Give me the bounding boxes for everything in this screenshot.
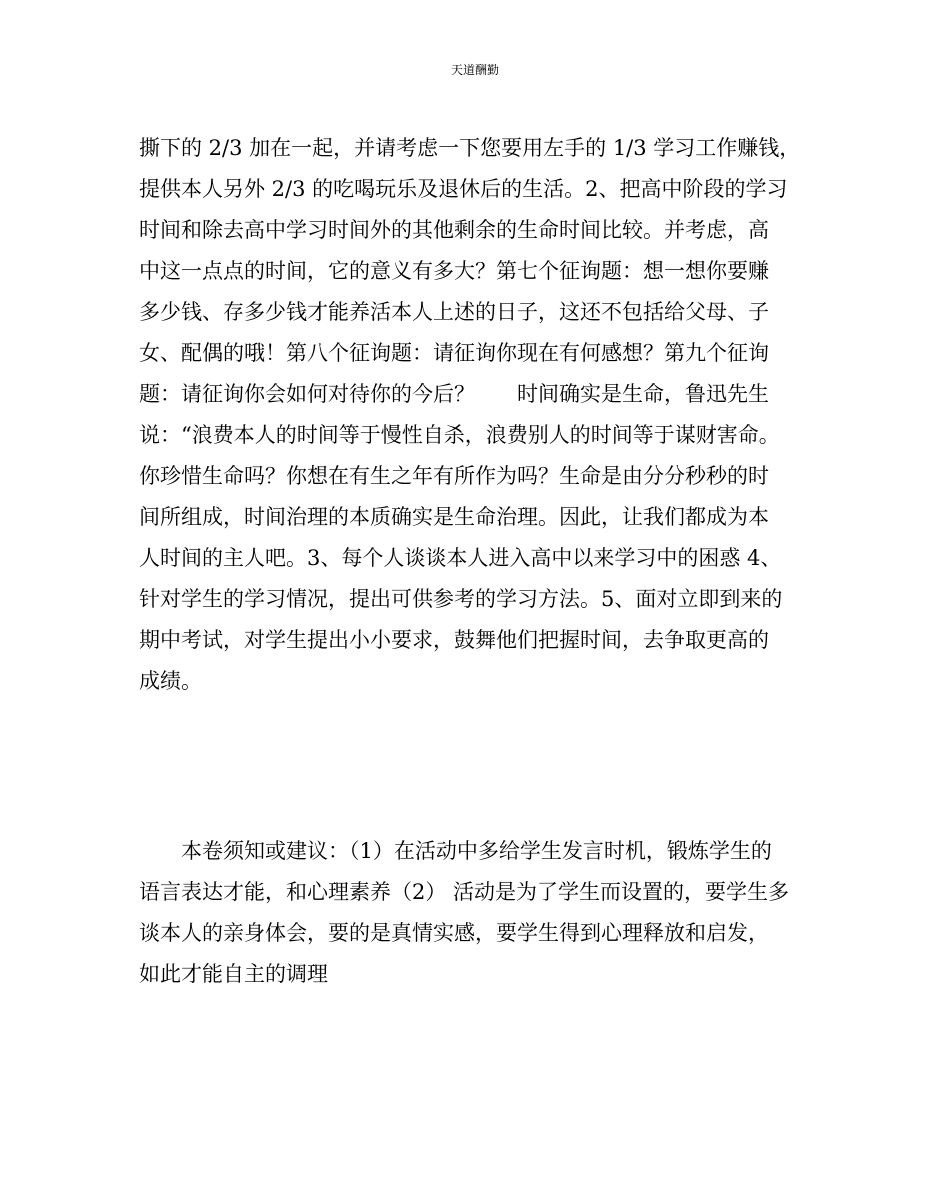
text-line: 提供本人另外 2/3 的吃喝玩乐及退休后的生活。2、把高中阶段的学习 — [139, 177, 788, 201]
text-line: 女、配偶的哦！第八个征询题：请征询你现在有何感想？第九个征询 — [139, 341, 769, 365]
text-line: 针对学生的学习情况，提出可供参考的学习方法。5、面对立即到来的 — [139, 587, 783, 611]
paragraph-2 — [139, 831, 819, 995]
text-line: 时间和除去高中学习时间外的其他剩余的生命时间比较。并考虑，高 — [139, 218, 769, 242]
text-line: 谈本人的亲身体会，要的是真情实感，要学生得到心理释放和启发， — [139, 921, 769, 945]
text-line: 语言表达才能，和心理素养（2） 活动是为了学生而设置的，要学生多 — [139, 880, 790, 904]
text-line: 你珍惜生命吗？你想在有生之年有所作为吗？生命是由分分秒秒的时 — [139, 464, 769, 488]
text-line: 成绩。 — [139, 669, 202, 693]
page-header: 天道酬勤 — [450, 63, 499, 77]
text-line: 本卷须知或建议：（1）在活动中多给学生发言时机，锻炼学生的 — [139, 839, 772, 863]
text-line: 题：请征询你会如何对待你的今后？ 时间确实是生命，鲁迅先生 — [139, 382, 769, 406]
text-line: 间所组成，时间治理的本质确实是生命治理。因此，让我们都成为本 — [139, 505, 769, 529]
text-line: 中这一点点的时间，它的意义有多大？第七个征询题：想一想你要赚 — [139, 259, 769, 283]
text-line: 如此才能自主的调理 — [139, 962, 328, 986]
text-line: 撕下的 2/3 加在一起，并请考虑一下您要用左手的 1/3 学习工作赚钱， — [139, 136, 801, 160]
text-line: 多少钱、存多少钱才能养活本人上述的日子，这还不包括给父母、子 — [139, 300, 769, 324]
paragraph-1 — [139, 128, 819, 702]
text-line: 人时间的主人吧。3、每个人谈谈本人进入高中以来学习中的困惑 4、 — [139, 546, 782, 570]
text-line: 期中考试，对学生提出小小要求，鼓舞他们把握时间，去争取更高的 — [139, 628, 769, 652]
text-line: 说：“浪费本人的时间等于慢性自杀，浪费别人的时间等于谋财害命。 — [139, 423, 780, 447]
